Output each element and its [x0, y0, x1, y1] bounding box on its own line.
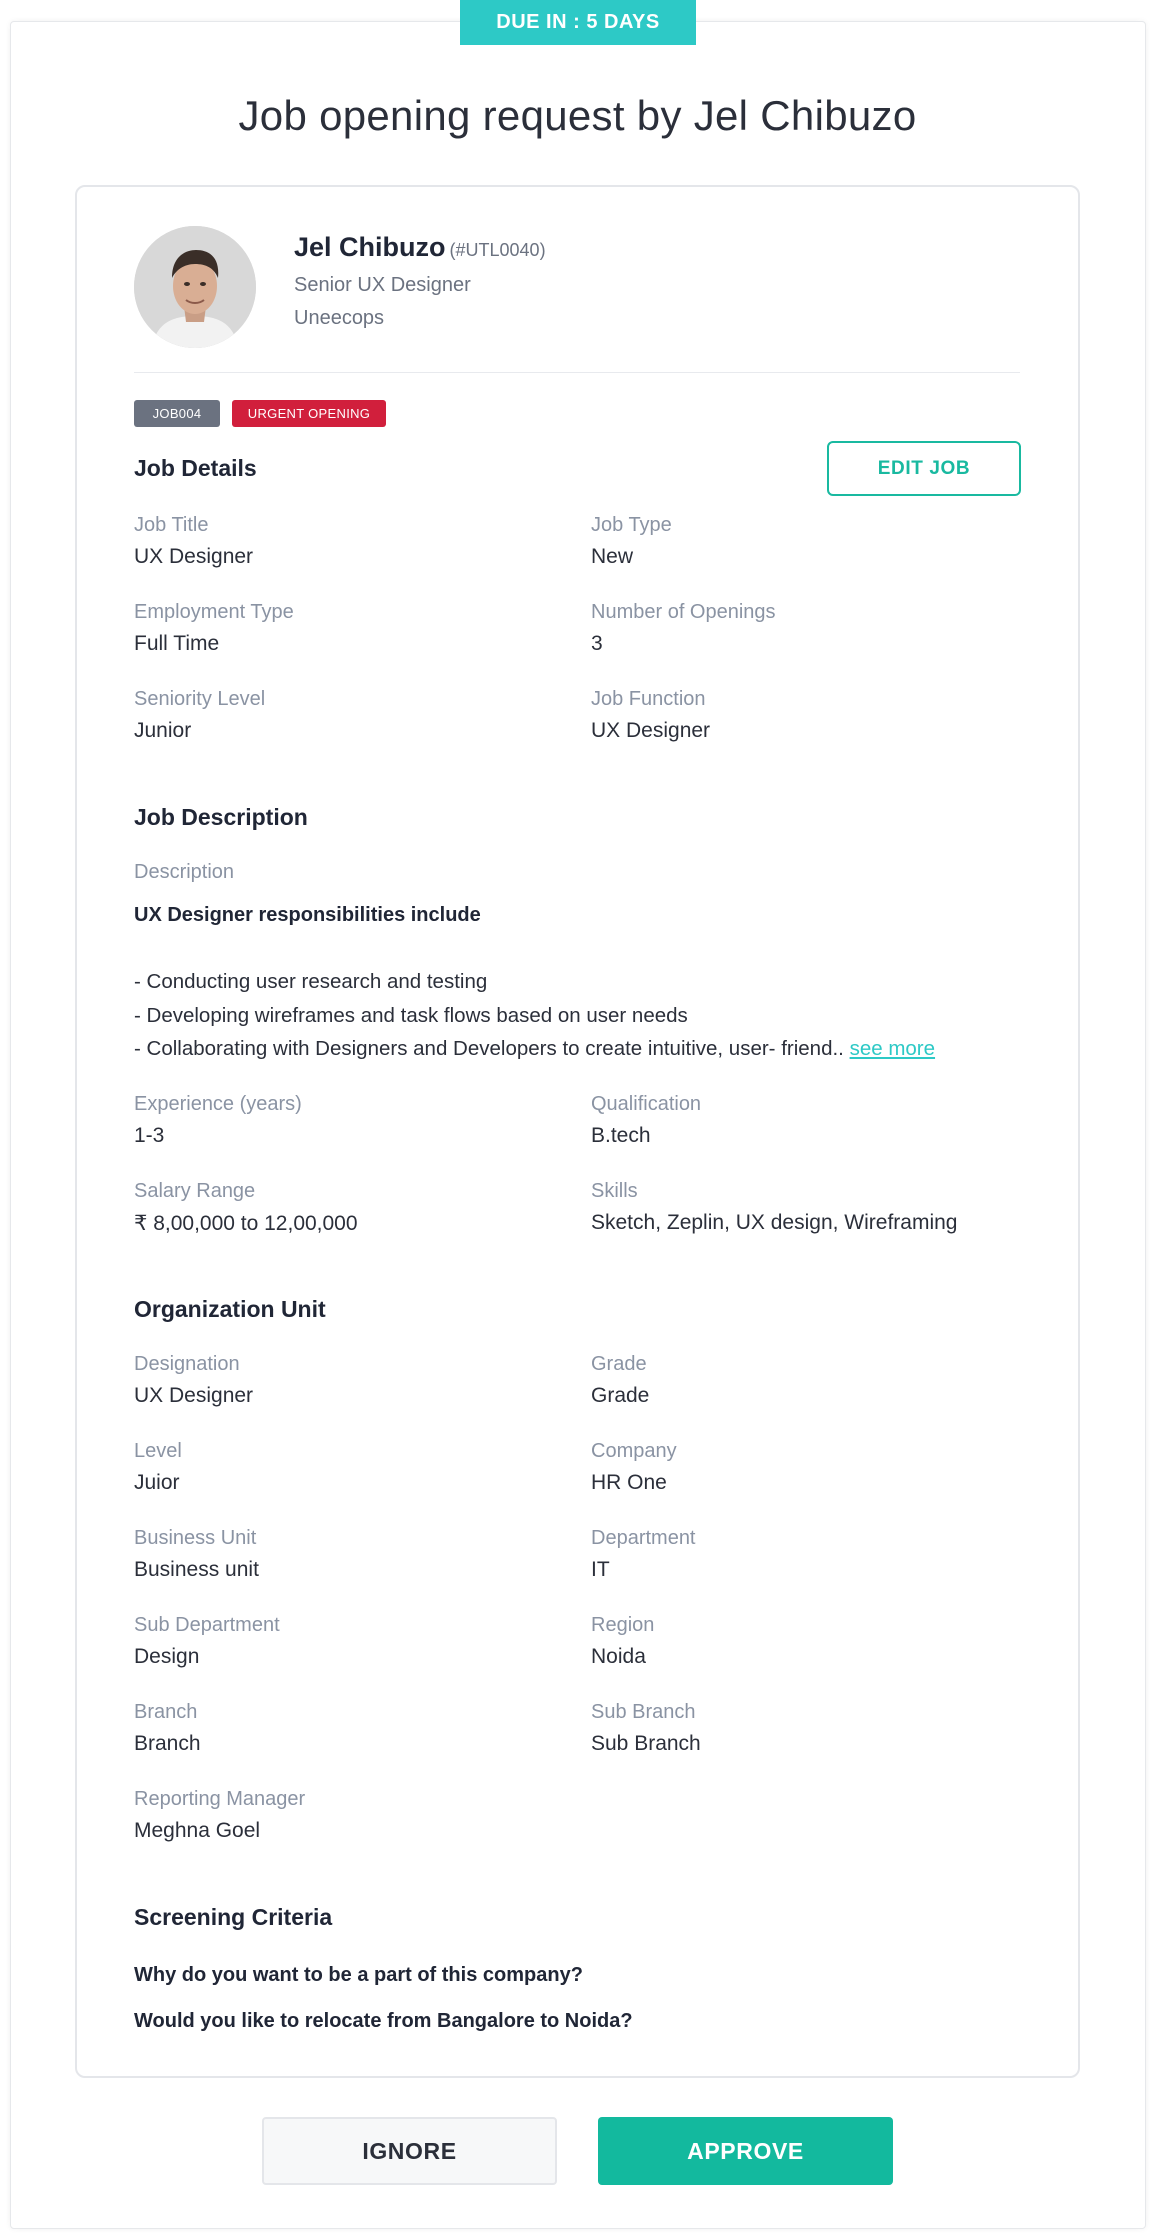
field-label: Job Title: [134, 514, 209, 536]
field-label: Sub Department: [134, 1614, 280, 1636]
field-value: ₹ 8,00,000 to 12,00,000: [134, 1212, 358, 1235]
page-title: Job opening request by Jel Chibuzo: [238, 92, 917, 139]
field-value: IT: [591, 1558, 610, 1581]
description-line: - Collaborating with Designers and Developers to create intuitive, user- friend..: [134, 1037, 844, 1060]
description-line-truncated: [134, 1037, 935, 1061]
ignore-button[interactable]: IGNORE: [262, 2117, 557, 2185]
field-value: UX Designer: [591, 719, 711, 742]
field-value: Meghna Goel: [134, 1819, 261, 1842]
field-value: UX Designer: [134, 1384, 254, 1407]
urgent-badge: URGENT OPENING: [232, 400, 386, 427]
field-label: Number of Openings: [591, 601, 776, 623]
description-label: Description: [134, 861, 235, 883]
field-label: Designation: [134, 1353, 240, 1375]
field-value: UX Designer: [134, 545, 254, 568]
divider: [134, 372, 1020, 373]
field-value: Design: [134, 1645, 200, 1668]
screening-question: Would you like to relocate from Bangalore to Noida?: [134, 2010, 633, 2032]
field-value: B.tech: [591, 1124, 651, 1147]
description-line: - Conducting user research and testing: [134, 970, 488, 993]
description-line: - Developing wireframes and task flows based on user needs: [134, 1004, 688, 1027]
field-label: Salary Range: [134, 1180, 256, 1202]
field-value: Noida: [591, 1645, 646, 1668]
field-label: Seniority Level: [134, 688, 266, 710]
field-label: Experience (years): [134, 1093, 302, 1115]
field-label: Employment Type: [134, 601, 294, 623]
field-label: Region: [591, 1614, 655, 1636]
field-label: Business Unit: [134, 1527, 257, 1549]
field-label: Grade: [591, 1353, 647, 1375]
field-label: Reporting Manager: [134, 1788, 306, 1810]
profile-role: Senior UX Designer: [294, 274, 471, 296]
field-label: Job Function: [591, 688, 706, 710]
field-value: Business unit: [134, 1558, 259, 1581]
job-details-title: Job Details: [134, 455, 257, 481]
field-value: Junior: [134, 719, 192, 742]
description-heading: UX Designer responsibilities include: [134, 904, 481, 926]
profile-name: Jel Chibuzo: [294, 232, 446, 262]
field-label: Sub Branch: [591, 1701, 696, 1723]
field-value: Sketch, Zeplin, UX design, Wireframing: [591, 1211, 958, 1234]
field-value: New: [591, 545, 634, 568]
field-label: Skills: [591, 1180, 638, 1202]
screening-criteria-title: Screening Criteria: [134, 1904, 333, 1930]
employee-id: (#UTL0040): [449, 240, 546, 260]
field-value: 3: [591, 632, 603, 655]
see-more-link[interactable]: see more: [849, 1037, 936, 1060]
screening-question: Why do you want to be a part of this company?: [134, 1964, 583, 1986]
user-photo-icon: [134, 226, 256, 348]
due-badge: DUE IN : 5 DAYS: [460, 0, 696, 45]
field-value: Grade: [591, 1384, 650, 1407]
organization-unit-title: Organization Unit: [134, 1296, 326, 1322]
field-value: 1-3: [134, 1124, 165, 1147]
field-label: Qualification: [591, 1093, 702, 1115]
field-value: Full Time: [134, 632, 220, 655]
field-label: Department: [591, 1527, 696, 1549]
field-value: Sub Branch: [591, 1732, 701, 1755]
field-value: Juior: [134, 1471, 180, 1494]
job-description-title: Job Description: [134, 804, 308, 830]
approve-button[interactable]: APPROVE: [598, 2117, 893, 2185]
profile-name-row: [294, 232, 546, 263]
field-label: Company: [591, 1440, 677, 1462]
field-label: Branch: [134, 1701, 198, 1723]
field-label: Job Type: [591, 514, 672, 536]
job-id-badge: JOB004: [134, 400, 220, 427]
profile-company: Uneecops: [294, 307, 385, 329]
avatar: [134, 226, 256, 348]
field-label: Level: [134, 1440, 182, 1462]
field-value: Branch: [134, 1732, 201, 1755]
field-value: HR One: [591, 1471, 667, 1494]
edit-job-button[interactable]: EDIT JOB: [827, 441, 1021, 496]
